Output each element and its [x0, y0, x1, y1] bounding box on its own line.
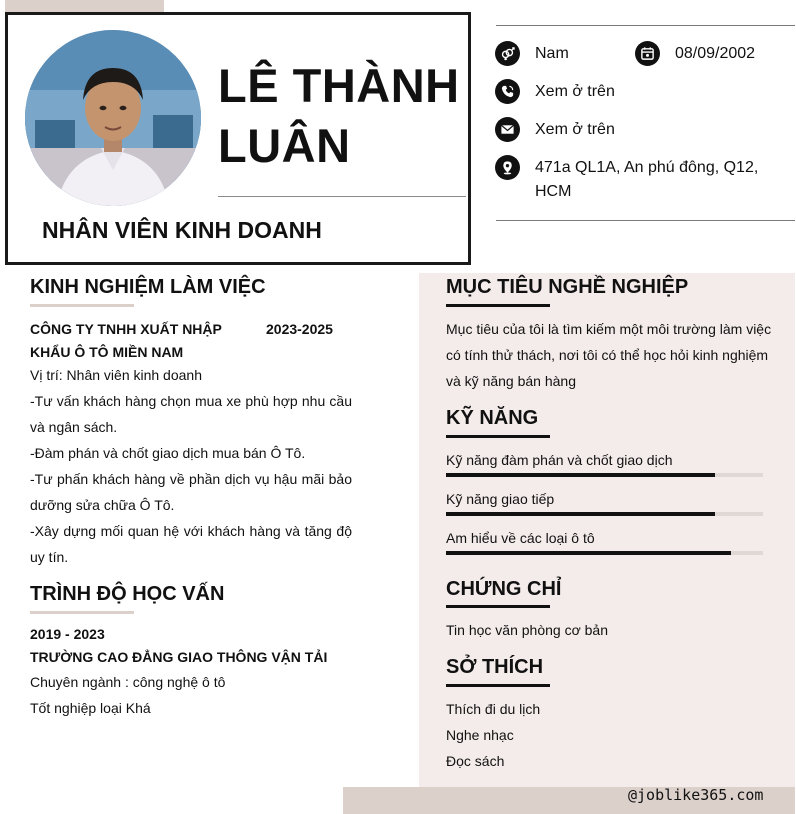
- objective-heading-underline: [446, 304, 550, 307]
- experience-heading-underline: [30, 304, 134, 307]
- experience-duty: -Xây dựng mối quan hệ với khách hàng và tăng độ uy tín.: [30, 523, 352, 565]
- certificate-item: Tin học văn phòng cơ bản: [446, 622, 608, 638]
- calendar-icon: [635, 41, 660, 66]
- job-title: NHÂN VIÊN KINH DOANH: [42, 217, 322, 243]
- address-value: 471a QL1A, An phú đông, Q12, HCM: [535, 159, 759, 200]
- phone-value: Xem ở trên: [535, 83, 615, 100]
- skill-bar: [446, 512, 763, 516]
- experience-duty: -Tư vấn khách hàng chọn mua xe phù hợp nhu cầu và ngân sách.: [30, 393, 352, 435]
- mail-icon: [495, 117, 520, 142]
- hobby-item: Thích đi du lịch: [446, 701, 541, 717]
- skill-bar-fill: [446, 551, 731, 555]
- email-value: Xem ở trên: [535, 121, 615, 138]
- skill-bar: [446, 551, 763, 555]
- contact-bottom-divider: [496, 220, 795, 221]
- gender-value: Nam: [535, 45, 569, 62]
- hobbies-heading-underline: [446, 684, 550, 687]
- experience-heading: KINH NGHIỆM LÀM VIỆC: [30, 276, 266, 298]
- education-heading-underline: [30, 611, 134, 614]
- location-icon: [495, 155, 520, 180]
- skill-bar-fill: [446, 473, 715, 477]
- candidate-name: [218, 56, 460, 176]
- gender-icon: [495, 41, 520, 66]
- objective-text: Mục tiêu của tôi là tìm kiếm một môi trường làm việc có tính thử thách, nơi tôi có thể học hỏi kinh nghiệm và kỹ năng bán hàng: [446, 321, 772, 389]
- experience-position: Vị trí: Nhân viên kinh doanh: [30, 367, 202, 383]
- certificates-heading-underline: [446, 605, 550, 608]
- hobby-item: Nghe nhạc: [446, 727, 514, 743]
- experience-company: CÔNG TY TNHH XUẤT NHẬP KHẨU Ô TÔ MIỀN NAM: [30, 321, 222, 360]
- skill-bar-fill: [446, 512, 715, 516]
- education-school: TRƯỜNG CAO ĐẲNG GIAO THÔNG VẬN TẢI: [30, 649, 328, 665]
- name-divider: [218, 196, 466, 197]
- certificates-heading: CHỨNG CHỈ: [446, 578, 562, 600]
- education-major: Chuyên ngành : công nghệ ô tô: [30, 674, 226, 690]
- footer-watermark: @joblike365.com: [628, 786, 764, 804]
- name-line-1: LÊ THÀNH: [218, 59, 460, 112]
- skill-label: Kỹ năng giao tiếp: [446, 491, 555, 507]
- education-grade: Tốt nghiệp loại Khá: [30, 700, 151, 716]
- education-period: 2019 - 2023: [30, 626, 105, 642]
- skill-label: Kỹ năng đàm phán và chốt giao dịch: [446, 452, 673, 468]
- avatar: [25, 30, 201, 206]
- name-line-2: LUÂN: [218, 119, 351, 172]
- experience-duty: -Đàm phán và chốt giao dịch mua bán Ô Tô.: [30, 445, 306, 461]
- contact-top-divider: [496, 25, 795, 26]
- objective-heading: MỤC TIÊU NGHỀ NGHIỆP: [446, 276, 689, 298]
- skill-bar: [446, 473, 763, 477]
- birthday-value: 08/09/2002: [675, 45, 756, 62]
- hobbies-heading: SỞ THÍCH: [446, 656, 544, 678]
- education-heading: TRÌNH ĐỘ HỌC VẤN: [30, 583, 225, 605]
- skill-label: Am hiểu về các loại ô tô: [446, 530, 595, 546]
- skills-heading-underline: [446, 435, 550, 438]
- experience-duty: -Tư phấn khách hàng về phần dịch vụ hậu mãi bảo dưỡng sửa chữa Ô Tô.: [30, 471, 352, 513]
- experience-period: 2023-2025: [266, 321, 333, 337]
- hobby-item: Đọc sách: [446, 753, 505, 769]
- phone-icon: [495, 79, 520, 104]
- skills-heading: KỸ NĂNG: [446, 407, 539, 429]
